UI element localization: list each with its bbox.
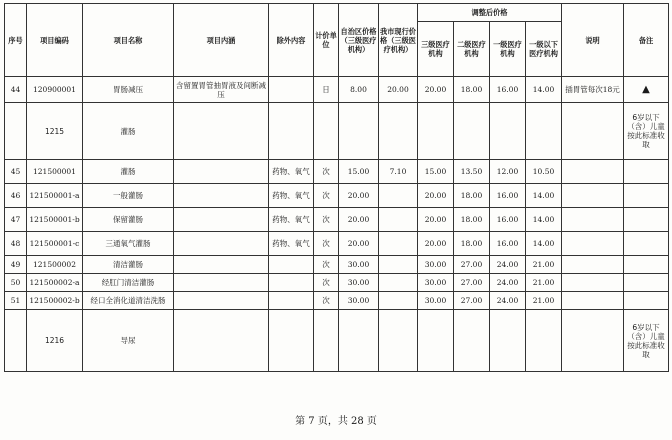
cell-region-price: 15.00 — [339, 160, 379, 184]
cell-below1: 14.00 — [526, 208, 562, 232]
table-row — [5, 184, 669, 208]
cell-city-price — [379, 274, 418, 292]
header-code: 项目编码 — [27, 4, 83, 77]
cell-excluded — [269, 256, 314, 274]
cell-note — [562, 310, 624, 372]
cell-content — [174, 103, 269, 160]
header-content: 项目内涵 — [174, 4, 269, 77]
cell-region-price — [339, 103, 379, 160]
cell-city-price: 20.00 — [379, 77, 418, 103]
cell-level2: 18.00 — [454, 232, 490, 256]
cell-level3: 30.00 — [418, 274, 454, 292]
cell-excluded: 药物、氧气 — [269, 160, 314, 184]
cell-city-price — [379, 292, 418, 310]
header-city-price: 我市现行价格（三级医疗机构） — [379, 4, 418, 77]
cell-note — [562, 160, 624, 184]
cell-remark — [624, 292, 669, 310]
cell-content — [174, 184, 269, 208]
cell-level2 — [454, 103, 490, 160]
cell-level2: 27.00 — [454, 292, 490, 310]
cell-level3: 30.00 — [418, 292, 454, 310]
cell-note: 插胃管每次18元 — [562, 77, 624, 103]
header-excluded: 除外内容 — [269, 4, 314, 77]
cell-below1: 14.00 — [526, 184, 562, 208]
cell-excluded — [269, 77, 314, 103]
cell-code: 121500001-c — [27, 232, 83, 256]
cell-name: 经口全消化道清洁洗肠 — [83, 292, 174, 310]
cell-remark — [624, 274, 669, 292]
cell-level3: 30.00 — [418, 256, 454, 274]
cell-seq — [5, 310, 27, 372]
header-remark: 备注 — [624, 4, 669, 77]
section-row — [5, 103, 669, 160]
page-footer: 第 7 页，共 28 页 — [295, 416, 377, 427]
cell-region-price: 20.00 — [339, 184, 379, 208]
cell-name: 清洁灌肠 — [83, 256, 174, 274]
cell-level1: 16.00 — [490, 208, 526, 232]
cell-name: 灌肠 — [83, 160, 174, 184]
cell-remark — [624, 208, 669, 232]
cell-seq: 46 — [5, 184, 27, 208]
cell-seq: 44 — [5, 77, 27, 103]
cell-city-price — [379, 256, 418, 274]
cell-excluded: 药物、氧气 — [269, 208, 314, 232]
cell-below1 — [526, 103, 562, 160]
cell-city-price — [379, 232, 418, 256]
cell-level2: 18.00 — [454, 208, 490, 232]
cell-seq: 47 — [5, 208, 27, 232]
cell-level3: 20.00 — [418, 208, 454, 232]
cell-excluded — [269, 310, 314, 372]
table-row — [5, 292, 669, 310]
cell-code: 121500002-b — [27, 292, 83, 310]
cell-content — [174, 160, 269, 184]
header-level1: 一级医疗机构 — [490, 22, 526, 77]
cell-level3: 20.00 — [418, 232, 454, 256]
cell-level3: 20.00 — [418, 184, 454, 208]
header-note: 说明 — [562, 4, 624, 77]
cell-level1: 24.00 — [490, 274, 526, 292]
cell-level2: 13.50 — [454, 160, 490, 184]
cell-level3 — [418, 103, 454, 160]
table-row — [5, 274, 669, 292]
cell-below1 — [526, 310, 562, 372]
cell-city-price — [379, 184, 418, 208]
cell-note — [562, 184, 624, 208]
cell-note — [562, 274, 624, 292]
cell-unit: 次 — [314, 184, 339, 208]
header-unit: 计价单位 — [314, 4, 339, 77]
table-row — [5, 208, 669, 232]
cell-unit: 日 — [314, 77, 339, 103]
cell-seq: 49 — [5, 256, 27, 274]
cell-level1: 16.00 — [490, 184, 526, 208]
cell-city-price — [379, 310, 418, 372]
cell-unit: 次 — [314, 160, 339, 184]
cell-level1: 24.00 — [490, 256, 526, 274]
cell-unit: 次 — [314, 292, 339, 310]
cell-code: 120900001 — [27, 77, 83, 103]
cell-below1: 14.00 — [526, 77, 562, 103]
cell-level1: 16.00 — [490, 232, 526, 256]
cell-remark: ▲ — [624, 77, 669, 103]
cell-code: 121500002 — [27, 256, 83, 274]
cell-remark — [624, 232, 669, 256]
cell-below1: 21.00 — [526, 274, 562, 292]
cell-level2: 18.00 — [454, 77, 490, 103]
price-table — [4, 3, 669, 372]
cell-region-price: 20.00 — [339, 232, 379, 256]
cell-excluded — [269, 103, 314, 160]
cell-note — [562, 232, 624, 256]
cell-code: 1215 — [27, 103, 83, 160]
cell-seq: 45 — [5, 160, 27, 184]
cell-level2: 27.00 — [454, 256, 490, 274]
cell-name: 三通氧气灌肠 — [83, 232, 174, 256]
cell-excluded: 药物、氧气 — [269, 184, 314, 208]
cell-remark: 6岁以下（含）儿童按此标准收取 — [624, 103, 669, 160]
cell-code: 121500001-b — [27, 208, 83, 232]
cell-region-price: 20.00 — [339, 208, 379, 232]
cell-code: 1216 — [27, 310, 83, 372]
cell-content — [174, 292, 269, 310]
cell-below1: 21.00 — [526, 292, 562, 310]
cell-remark — [624, 160, 669, 184]
cell-unit — [314, 310, 339, 372]
cell-name: 经肛门清洁灌肠 — [83, 274, 174, 292]
header-name: 项目名称 — [83, 4, 174, 77]
cell-below1: 10.50 — [526, 160, 562, 184]
cell-level3: 20.00 — [418, 77, 454, 103]
cell-note — [562, 103, 624, 160]
cell-region-price: 8.00 — [339, 77, 379, 103]
cell-level1: 16.00 — [490, 77, 526, 103]
cell-name: 一般灌肠 — [83, 184, 174, 208]
cell-region-price: 30.00 — [339, 292, 379, 310]
cell-content — [174, 310, 269, 372]
cell-level2: 27.00 — [454, 274, 490, 292]
cell-content — [174, 208, 269, 232]
cell-level2 — [454, 310, 490, 372]
cell-unit: 次 — [314, 208, 339, 232]
cell-city-price — [379, 208, 418, 232]
cell-code: 121500001 — [27, 160, 83, 184]
cell-name: 灌肠 — [83, 103, 174, 160]
cell-content — [174, 232, 269, 256]
table-row — [5, 256, 669, 274]
section-row — [5, 310, 669, 372]
cell-content — [174, 274, 269, 292]
table-body — [5, 77, 669, 372]
cell-excluded — [269, 292, 314, 310]
cell-region-price: 30.00 — [339, 256, 379, 274]
cell-level1: 24.00 — [490, 292, 526, 310]
cell-unit — [314, 103, 339, 160]
cell-name: 胃肠减压 — [83, 77, 174, 103]
cell-excluded: 药物、氧气 — [269, 232, 314, 256]
cell-below1: 14.00 — [526, 232, 562, 256]
cell-level1 — [490, 310, 526, 372]
cell-content — [174, 256, 269, 274]
cell-level2: 18.00 — [454, 184, 490, 208]
cell-unit: 次 — [314, 274, 339, 292]
cell-seq: 51 — [5, 292, 27, 310]
cell-note — [562, 292, 624, 310]
cell-level3: 15.00 — [418, 160, 454, 184]
cell-excluded — [269, 274, 314, 292]
cell-note — [562, 256, 624, 274]
cell-level1: 12.00 — [490, 160, 526, 184]
header-seq: 序号 — [5, 4, 27, 77]
cell-city-price: 7.10 — [379, 160, 418, 184]
table-row — [5, 77, 669, 103]
cell-unit: 次 — [314, 232, 339, 256]
cell-seq: 50 — [5, 274, 27, 292]
cell-name: 导尿 — [83, 310, 174, 372]
table-row — [5, 160, 669, 184]
header-level2: 二级医疗机构 — [454, 22, 490, 77]
cell-seq: 48 — [5, 232, 27, 256]
cell-level3 — [418, 310, 454, 372]
cell-below1: 21.00 — [526, 256, 562, 274]
cell-remark — [624, 256, 669, 274]
cell-seq — [5, 103, 27, 160]
cell-region-price: 30.00 — [339, 274, 379, 292]
cell-level1 — [490, 103, 526, 160]
header-below1: 一级以下医疗机构 — [526, 22, 562, 77]
cell-code: 121500001-a — [27, 184, 83, 208]
cell-note — [562, 208, 624, 232]
cell-remark — [624, 184, 669, 208]
cell-content: 含留置胃管抽胃液及间断减压 — [174, 77, 269, 103]
cell-region-price — [339, 310, 379, 372]
header-adjusted: 调整后价格 — [418, 4, 562, 22]
header-level3: 三级医疗机构 — [418, 22, 454, 77]
cell-unit: 次 — [314, 256, 339, 274]
table-row — [5, 232, 669, 256]
cell-name: 保留灌肠 — [83, 208, 174, 232]
cell-remark: 6岁以下（含）儿童按此标准收取 — [624, 310, 669, 372]
header-region-price: 自治区价格（三级医疗机构） — [339, 4, 379, 77]
cell-code: 121500002-a — [27, 274, 83, 292]
cell-city-price — [379, 103, 418, 160]
